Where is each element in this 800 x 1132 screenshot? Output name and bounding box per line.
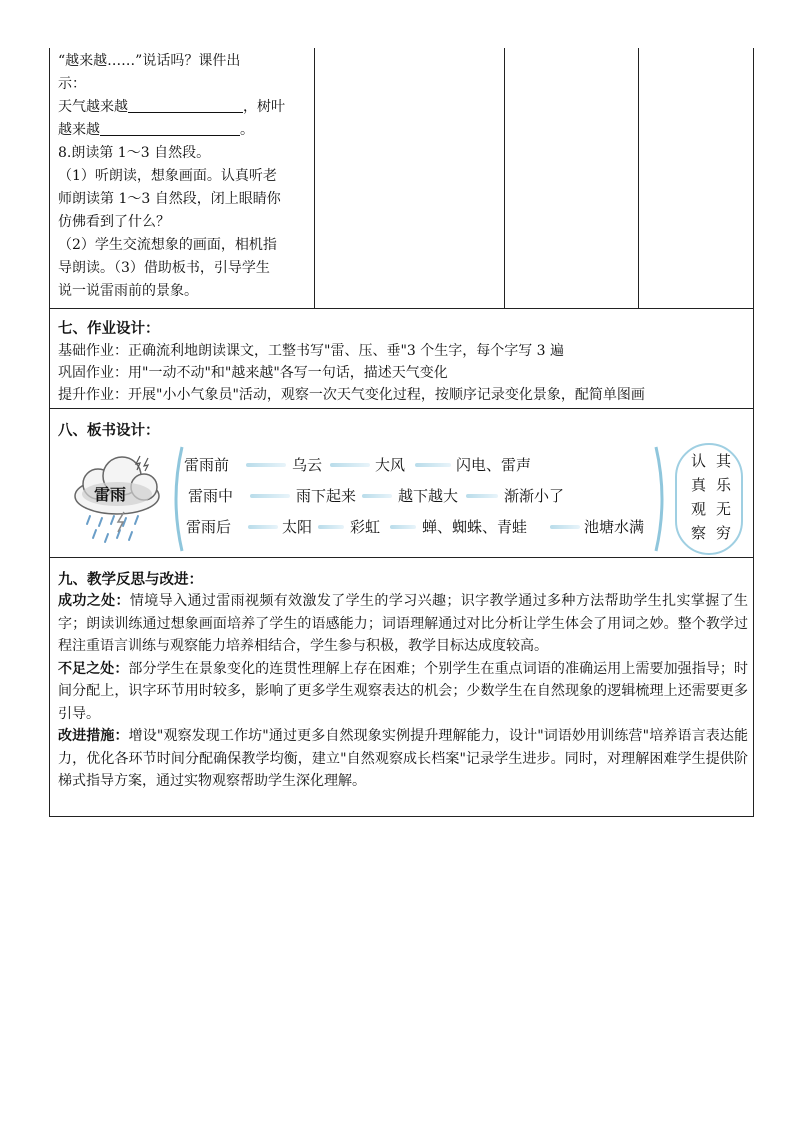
board-term: 乌云	[292, 456, 323, 474]
lack-text: 部分学生在景象变化的连贯性理解上存在困难；个别学生在重点词语的准确运用上需要加强指导；时间分配上，识字环节用时较多，影响了更多学生观察表达的机会；少数学生在自然现象的逻辑梳理上还需要更多引导。	[58, 660, 749, 722]
homework-basic: 基础作业：正确流利地朗读课文，工整书写"雷、压、垂"3 个生字，每个字写 3 遍	[58, 343, 565, 359]
reflection-section	[49, 558, 754, 817]
board-term: 渐渐小了	[504, 487, 565, 505]
board-term: 雷雨后	[186, 518, 232, 536]
text-fragment: ，树叶	[243, 99, 285, 115]
board-term: 闪电、雷声	[456, 456, 532, 474]
section-title: 八、板书设计：	[58, 422, 160, 439]
connector-dash	[390, 525, 416, 529]
board-design-section	[49, 409, 754, 558]
improve-label: 改进措施：	[58, 728, 129, 744]
board-term: 雷雨中	[188, 487, 234, 505]
board-term: 彩虹	[350, 518, 381, 536]
text-line: （2）学生交流想象的画面，相机指	[58, 237, 277, 253]
board-row-before	[184, 454, 229, 475]
text-fragment: 。	[240, 122, 254, 138]
improve-paragraph	[58, 725, 748, 793]
success-paragraph	[58, 590, 748, 658]
board-term: 太阳	[282, 518, 313, 536]
homework-consolidate: 巩固作业：用"一动不动"和"越来越"各写一句话，描述天气变化	[58, 365, 448, 381]
text-line: 8.朗读第 1～3 自然段。	[58, 145, 211, 161]
reflection-body	[58, 590, 748, 793]
teaching-process-cell	[58, 50, 308, 303]
section-title: 七、作业设计：	[58, 320, 160, 337]
text-line: 仿佛看到了什么？	[58, 214, 170, 230]
connector-dash	[330, 463, 370, 467]
motto-char: 乐	[715, 476, 731, 494]
lack-paragraph	[58, 658, 748, 726]
motto-char: 认	[690, 452, 706, 470]
board-term: 蝉、蜘蛛、青蛙	[422, 518, 528, 536]
homework-improve: 提升作业：开展"小小气象员"活动，观察一次天气变化过程，按顺序记录变化景象，配简单图画	[58, 387, 645, 403]
text-line: （1）听朗读，想象画面。认真听老	[58, 168, 277, 184]
motto-char: 无	[715, 500, 731, 518]
text-fragment: 越来越	[58, 122, 100, 138]
motto-char: 其	[715, 452, 731, 470]
board-row-after	[186, 516, 231, 537]
column-divider	[504, 48, 505, 308]
homework-section	[49, 309, 754, 409]
blank-underline	[100, 121, 240, 136]
board-term: 越下越大	[398, 487, 459, 505]
blank-underline	[128, 98, 243, 113]
column-divider	[638, 48, 639, 308]
text-line: 导朗读。（3）借助板书，引导学生	[58, 260, 270, 276]
motto-chars	[686, 449, 736, 545]
lesson-table	[49, 48, 754, 309]
column-divider	[314, 48, 315, 308]
connector-dash	[362, 494, 392, 498]
connector-dash	[550, 525, 580, 529]
fill-blank-line	[58, 119, 308, 142]
board-term: 雷雨前	[184, 456, 230, 474]
cloud-label: 雷雨	[94, 485, 127, 504]
left-brace	[168, 445, 184, 553]
board-term: 雨下起来	[296, 487, 357, 505]
text-line: 师朗读第 1～3 自然段，闭上眼睛你	[58, 191, 281, 207]
success-label: 成功之处：	[58, 593, 130, 609]
board-term: 大风	[375, 456, 406, 474]
board-row-during	[188, 485, 233, 506]
text-line: 说一说雷雨前的景象。	[58, 283, 198, 299]
text-fragment: 天气越来越	[58, 99, 128, 115]
section-title: 九、教学反思与改进：	[58, 571, 203, 588]
right-brace	[654, 445, 670, 553]
connector-dash	[250, 494, 290, 498]
text-line: 示：	[58, 76, 86, 92]
lack-label: 不足之处：	[58, 660, 129, 677]
connector-dash	[248, 525, 278, 529]
text-line: “越来越……”说话吗？课件出	[58, 53, 241, 69]
motto-char: 察	[690, 524, 706, 542]
motto-char: 真	[690, 476, 706, 494]
motto-char: 观	[690, 500, 706, 518]
connector-dash	[318, 525, 344, 529]
improve-text: 增设"观察发现工作坊"通过更多自然现象实例提升理解能力，设计"词语妙用训练营"培养语言表达能力，优化各环节时间分配确保教学均衡，建立"自然观察成长档案"记录学生进步。同时，对理解困难学生提供阶梯式指导方案，通过实物观察帮助学生深化理解。	[58, 728, 748, 789]
board-term: 池塘水满	[584, 518, 645, 536]
connector-dash	[246, 463, 286, 467]
success-text: 情境导入通过雷雨视频有效激发了学生的学习兴趣；识字教学通过多种方法帮助学生扎实掌握了生字；朗读训练通过想象画面培养了学生的语感能力；词语理解通过对比分析让学生体会了用词之妙。整个教学过程注重语言训练与观察能力培养相结合，学生参与积极，教学目标达成度较高。	[58, 593, 749, 654]
connector-dash	[466, 494, 498, 498]
fill-blank-line	[58, 96, 308, 119]
motto-char: 穷	[715, 524, 731, 542]
connector-dash	[415, 463, 451, 467]
